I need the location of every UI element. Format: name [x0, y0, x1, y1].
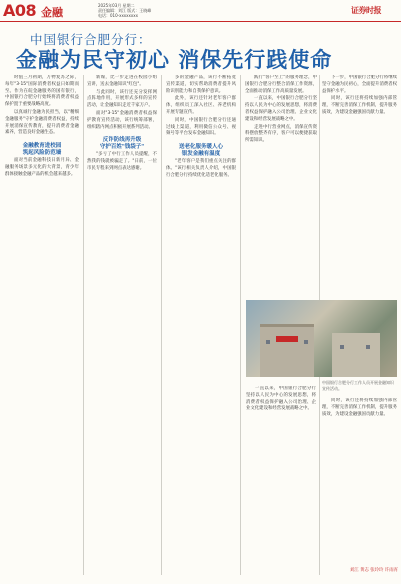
section-subhead: 金融教育进校园 筑起风险防范墙: [22, 143, 62, 157]
section-subhead: 反诈防线再升级 守护百姓"钱袋子": [99, 137, 145, 151]
paragraph: 时值三月初期，万物复苏之际，每年"3·15"国际消费者权益日如期而至。作为在皖金融服务的国有银行，中国银行合肥分行始终将消费者权益保护置于重要战略高度。: [5, 75, 79, 108]
paragraph: 与此同时，该行还充分发挥网点阵地作用，开展形式多样的宣传活动，让金融知识走近千家万户。: [87, 89, 157, 109]
photo-window: [366, 345, 370, 349]
photo-building: [260, 324, 314, 377]
article-column-1: [5, 75, 79, 580]
paragraph: "多亏了中行工作人员提醒，不然我的钱就被骗走了。"日前，一位市民专程来到网点表达感谢。: [87, 152, 157, 171]
paragraph: 下一步，中国银行合肥分行将继续坚守金融为民初心，全面提升消费者权益保护水平。: [322, 75, 397, 94]
paragraph: "老年客户是我们重点关注的群体。"该行相关负责人介绍，中国银行合肥分行持续优化适老化服务。: [166, 159, 236, 178]
section-subhead: 送老化服务暖人心 银发金融有温度: [178, 144, 223, 158]
paragraph: 面对当前金融科技日新月异、金融服务场景多元化的大背景，青少年群体接触金融产品的机会越来越多。: [5, 158, 79, 177]
news-photo: [246, 300, 397, 377]
paragraph: 一直以来，中国银行合肥分行坚持以人民为中心的发展思想，将消费者权益保护融入公司治理、企业文化建设和经营发展战略之中。: [245, 96, 317, 122]
article-headline: 金融为民守初心 消保先行践使命: [16, 48, 333, 72]
paragraph: 走进中行营业网点，消保宣传资料摆放整齐有序，客户可以便捷获取所需知识。: [245, 124, 317, 144]
paragraph: 同时，中国银行合肥分行还通过线上渠道，利用微信公众号、视频号等平台发布金融知识。: [166, 117, 236, 137]
page-number: A08: [3, 1, 37, 20]
photo-window: [340, 345, 344, 349]
photo-window: [304, 340, 308, 344]
column-divider: [83, 75, 84, 575]
paragraph: 同时，该行还将持续加强内部管理，不断完善消保工作机制，提升服务质效，为建设金融强国贡献力量。: [322, 398, 397, 417]
column-divider: [161, 75, 162, 575]
paragraph: 此外，该行还针对老年客户群体，组织员工深入社区、养老机构开展专题宣传。: [166, 96, 236, 115]
photo-caption: 中国银行合肥分行工作人员开展金融知识宣传活动。: [322, 380, 394, 391]
paragraph: 面对"3·15"金融消费者权益保护教育宣传活动，该行统筹部署，组织辖内网点积极开展系列活动。: [87, 110, 157, 130]
masthead: [0, 0, 401, 22]
paragraph: 以真诚行金融为民担当，以"精细金融服务"守护金融消费者权益，持续开展消保宣传教育，提升消费者金融素养，营造良好金融生态。: [5, 109, 79, 136]
article-column-2: [87, 75, 157, 580]
paragraph: 同时，该行还将持续加强内部管理，不断完善消保工作机制，提升服务质效，为建设金融强国贡献力量。: [322, 96, 397, 115]
article-kicker: 中国银行合肥分行：: [30, 32, 152, 47]
photo-bank-sign: [276, 336, 298, 342]
section-name: 金融: [41, 6, 63, 19]
paragraph: 新媒，比一步走进在校园小组宣讲，送去金融知识"红包"。: [87, 75, 157, 87]
meta-line: 责任编辑：刘江 版式：王晓峰: [98, 8, 152, 13]
paragraph: 多的金融产品，该行不断拓宽宣传渠道，切实帮助消费者提升风险识别能力和自我保护意识。: [166, 75, 236, 94]
issue-meta: [98, 3, 218, 18]
photo-building: [332, 333, 380, 377]
paragraph: 践行"客户至上"的服务理念，中国银行合肥分行整合消保工作资源，全面推动消保工作高质量发展。: [245, 75, 317, 94]
article-column-4: [245, 75, 317, 295]
paragraph: 一直以来，中国银行合肥分行坚持以人民为中心的发展思想，将消费者权益保护融入公司治理、企业文化建设和经营发展战略之中。: [246, 386, 316, 412]
photo-window: [266, 340, 270, 344]
article-column-5: [322, 75, 397, 295]
column-divider: [240, 75, 241, 575]
meta-line: 电话：010-xxxxxxxx: [98, 13, 139, 18]
article-column-3: [166, 75, 236, 580]
article-column-4-lower: [246, 386, 316, 566]
article-column-5-lower: [322, 398, 397, 564]
newspaper-logo: 证券时报: [351, 5, 381, 15]
byline: 刘江 黄志 张玲玲 许雨宵: [349, 568, 398, 573]
meta-line: 2025年03月 星期二: [98, 3, 135, 8]
